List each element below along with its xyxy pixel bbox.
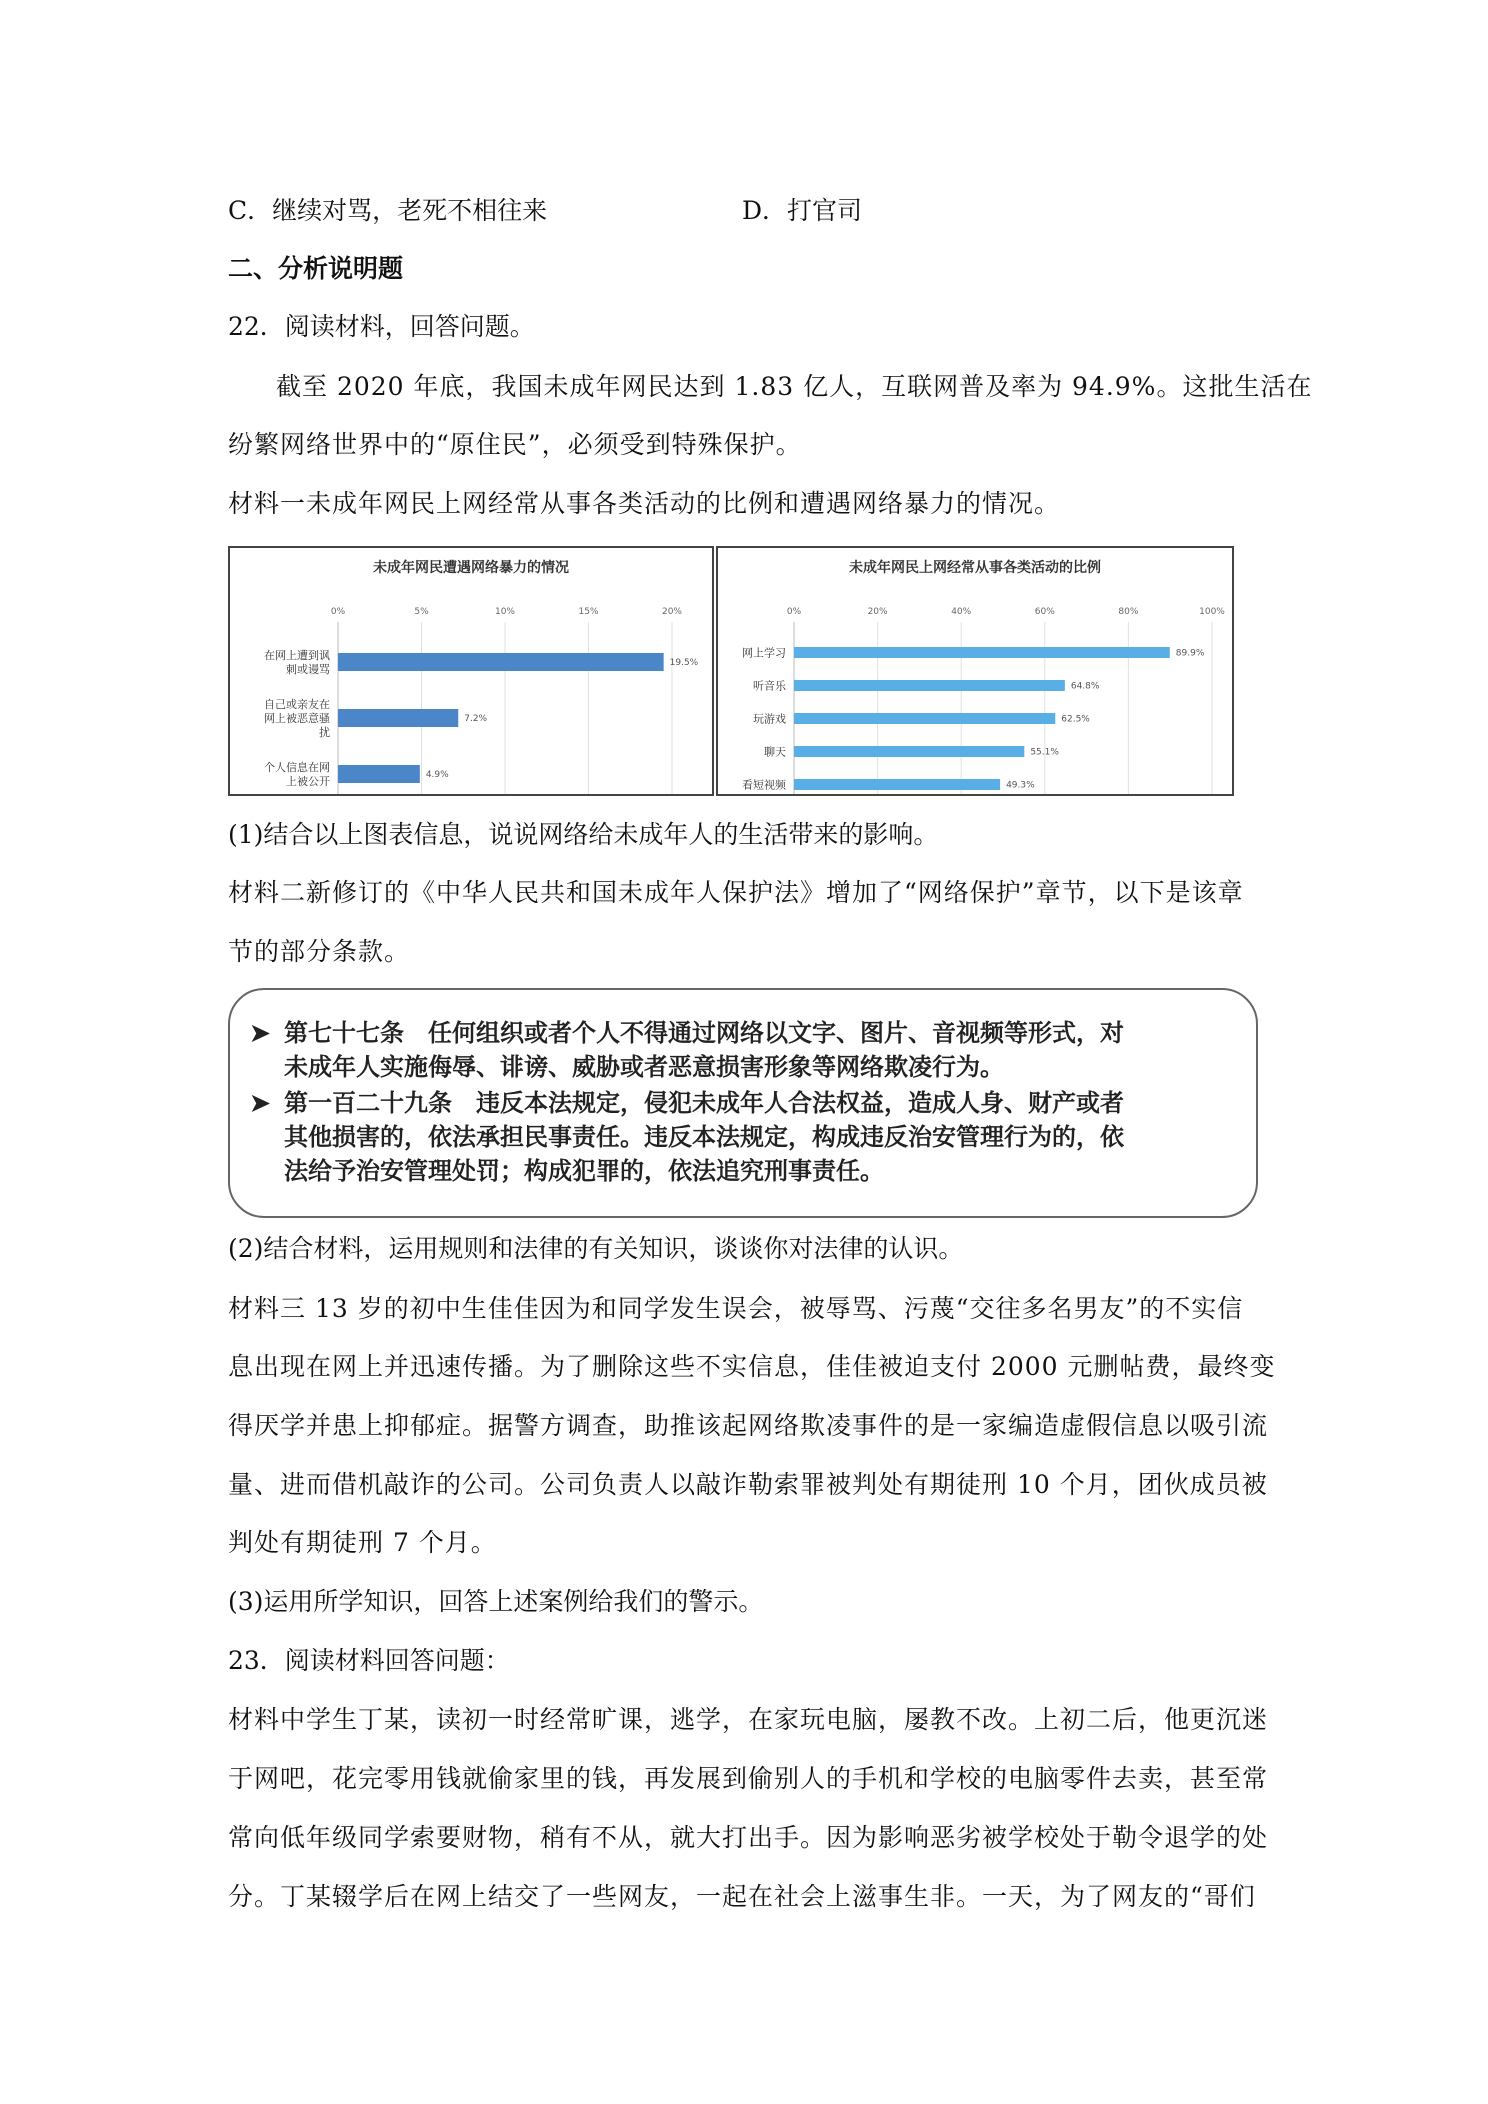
category-label: 上被公开 xyxy=(286,775,330,788)
option-d: D．打官司 xyxy=(742,196,863,225)
law-clauses-box xyxy=(228,988,1258,1218)
intro-line-2: 纷繁网络世界中的“原住民”，必须受到特殊保护。 xyxy=(228,430,802,459)
material-23-line-2: 于网吧，花完零用钱就偷家里的钱，再发展到偷别人的手机和学校的电脑零件去卖，甚至常 xyxy=(228,1764,1269,1793)
category-label: 个人信息在网 xyxy=(264,761,330,774)
chart-title: 未成年网民上网经常从事各类活动的比例 xyxy=(849,560,1101,576)
question-22: 22．阅读材料，回答问题。 xyxy=(228,312,535,341)
law-clause-77-cont: 未成年人实施侮辱、诽谤、威胁或者恶意损害形象等网络欺凌行为。 xyxy=(284,1052,1004,1081)
category-label: 扰 xyxy=(319,726,330,739)
bar xyxy=(794,713,1055,724)
category-label: 网上被恶意骚 xyxy=(264,712,330,725)
value-label: 64.8% xyxy=(1070,681,1100,692)
section-heading: 二、分析说明题 xyxy=(228,254,404,283)
category-label: 聊天 xyxy=(764,745,786,759)
bar xyxy=(794,746,1024,757)
category-label: 听音乐 xyxy=(753,679,786,693)
value-label: 49.3% xyxy=(1006,780,1035,791)
category-label: 看短视频 xyxy=(742,778,786,792)
material-3-line-4: 量、进而借机敲诈的公司。公司负责人以敲诈勒索罪被判处有期徒刑 10 个月，团伙成员被 xyxy=(228,1470,1268,1499)
chart-violence-panel xyxy=(228,546,714,796)
question-22-2: (2)结合材料，运用规则和法律的有关知识，谈谈你对法律的认识。 xyxy=(228,1234,964,1263)
material-3-line-5: 判处有期徒刑 7 个月。 xyxy=(228,1528,497,1557)
law-clause-129-cont-1: 其他损害的，依法承担民事责任。违反本法规定，构成违反治安管理行为的，依 xyxy=(284,1122,1124,1151)
tick-label: 20% xyxy=(867,607,888,617)
law-clause-129: 第一百二十九条 违反本法规定，侵犯未成年人合法权益，造成人身、财产或者 xyxy=(284,1088,1124,1117)
chart-activities-panel xyxy=(716,546,1234,796)
category-label: 在网上遭到讽 xyxy=(264,649,330,662)
arrow-icon: ➤ xyxy=(250,1018,271,1047)
question-23: 23．阅读材料回答问题： xyxy=(228,1646,510,1675)
tick-label: 5% xyxy=(414,607,429,617)
value-label: 89.9% xyxy=(1175,648,1205,659)
value-label: 62.5% xyxy=(1061,714,1090,725)
tick-label: 20% xyxy=(661,607,683,617)
question-22-1: (1)结合以上图表信息，说说网络给未成年人的生活带来的影响。 xyxy=(228,820,939,849)
tick-label: 0% xyxy=(330,607,346,617)
tick-label: 60% xyxy=(1034,607,1055,617)
intro-line-1: 截至 2020 年底，我国未成年网民达到 1.83 亿人，互联网普及率为 94.9%。这批生活在 xyxy=(276,372,1313,401)
tick-label: 40% xyxy=(951,607,972,617)
tick-label: 0% xyxy=(786,607,802,617)
value-label: 55.1% xyxy=(1030,747,1059,758)
law-clause-129-cont-2: 法给予治安管理处罚；构成犯罪的，依法追究刑事责任。 xyxy=(284,1156,884,1185)
bar xyxy=(338,765,420,783)
material-2-line-2: 节的部分条款。 xyxy=(228,937,411,966)
bar xyxy=(794,680,1065,691)
chart-title: 未成年网民遭遇网络暴力的情况 xyxy=(373,560,569,576)
category-label: 网上学习 xyxy=(742,646,786,660)
chart-violence xyxy=(230,548,712,794)
question-22-3: (3)运用所学知识，回答上述案例给我们的警示。 xyxy=(228,1587,764,1616)
material-1: 材料一未成年网民上网经常从事各类活动的比例和遭遇网络暴力的情况。 xyxy=(228,489,1061,518)
bar xyxy=(338,709,458,727)
bar xyxy=(794,779,1000,790)
material-23-line-4: 分。丁某辍学后在网上结交了一些网友，一起在社会上滋事生非。一天，为了网友的“哥们 xyxy=(228,1882,1256,1911)
material-23-line-1: 材料中学生丁某，读初一时经常旷课，逃学，在家玩电脑，屡教不改。上初二后，他更沉迷 xyxy=(228,1705,1269,1734)
material-3-line-3: 得厌学并患上抑郁症。据警方调查，助推该起网络欺凌事件的是一家编造虚假信息以吸引流 xyxy=(228,1411,1269,1440)
option-c: C．继续对骂，老死不相往来 xyxy=(228,196,548,225)
bar xyxy=(794,647,1170,658)
tick-label: 10% xyxy=(494,607,516,617)
category-label: 玩游戏 xyxy=(753,712,786,726)
chart-activities xyxy=(718,548,1232,794)
value-label: 7.2% xyxy=(464,714,488,724)
law-clause-77: 第七十七条 任何组织或者个人不得通过网络以文字、图片、音视频等形式，对 xyxy=(284,1018,1124,1047)
material-23-line-3: 常向低年级同学索要财物，稍有不从，就大打出手。因为影响恶劣被学校处于勒令退学的处 xyxy=(228,1823,1269,1852)
bar xyxy=(338,653,664,671)
tick-label: 100% xyxy=(1199,607,1225,617)
value-label: 4.9% xyxy=(425,770,449,780)
tick-label: 15% xyxy=(578,607,599,617)
material-3-line-1: 材料三 13 岁的初中生佳佳因为和同学发生误会，被辱骂、污蔑“交往多名男友”的不实信 xyxy=(228,1294,1244,1323)
material-3-line-2: 息出现在网上并迅速传播。为了删除这些不实信息，佳佳被迫支付 2000 元删帖费，最终变 xyxy=(228,1352,1276,1381)
tick-label: 80% xyxy=(1118,607,1139,617)
material-2-line-1: 材料二新修订的《中华人民共和国未成年人保护法》增加了“网络保护”章节，以下是该章 xyxy=(228,878,1244,907)
value-label: 19.5% xyxy=(669,658,699,668)
category-label: 自己或亲友在 xyxy=(264,698,330,711)
category-label: 刺或谩骂 xyxy=(286,663,330,676)
arrow-icon: ➤ xyxy=(250,1088,271,1117)
